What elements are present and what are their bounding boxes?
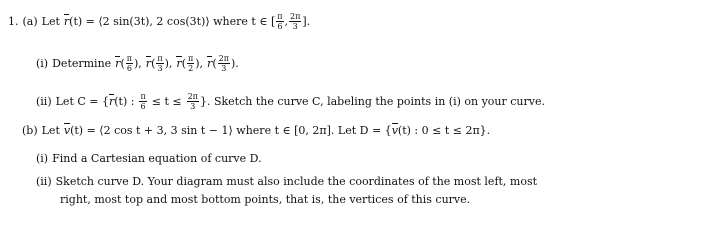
- set-c-inequality: ≤ t ≤: [151, 94, 182, 108]
- vector-r: r: [63, 14, 70, 28]
- v-definition: (t) = ⟨2 cos t + 3, 3 sin t − 1⟩ where t ∈ [0, 2π]. Let D = {: [70, 124, 392, 137]
- fraction-pi-over-3: $\frac{\pi}{3}$: [157, 54, 163, 73]
- part-a-i-text: Determine: [52, 56, 112, 70]
- part-b-ii-label: (ii): [36, 175, 52, 188]
- part-b-ii-text-1: Sketch curve D. Your diagram must also include the coordinates of the most left, most: [55, 175, 538, 188]
- fraction-pi-over-6: $\frac{\pi}{6}$: [126, 54, 132, 73]
- part-a-ii-label: (ii): [36, 94, 52, 108]
- part-a-label: (a): [22, 14, 38, 28]
- fraction-2pi-over-3: $\frac{2\pi}{3}$: [290, 12, 301, 31]
- vector-r: r: [145, 56, 152, 70]
- fraction-2pi-over-3: $\frac{2\pi}{3}$: [218, 54, 229, 73]
- vector-r: r: [115, 56, 121, 70]
- fraction-pi-over-2: $\frac{\pi}{2}$: [187, 54, 194, 73]
- part-b-label: (b): [22, 124, 38, 137]
- let-word: Let: [41, 124, 60, 137]
- let-word: Let: [41, 14, 60, 28]
- question-number: 1.: [8, 14, 19, 28]
- part-a-i-label: (i): [36, 56, 49, 70]
- set-c-open: Let C = {: [55, 94, 109, 108]
- vector-v: v: [63, 124, 71, 137]
- fraction-2pi-over-3: $\frac{2\pi}{3}$: [187, 92, 198, 111]
- part-b-ii-continued: [60, 193, 470, 207]
- set-c-mid: (t) :: [114, 94, 135, 108]
- fraction-pi-over-6: $\frac{\pi}{6}$: [277, 12, 283, 31]
- part-b-i-label: (i): [36, 152, 49, 165]
- part-b-i: [36, 152, 262, 166]
- vector-r: r: [108, 94, 115, 108]
- vector-r: r: [176, 56, 182, 70]
- vector-r: r: [207, 56, 213, 70]
- part-b-i-text: Find a Cartesian equation of curve D.: [52, 152, 262, 165]
- set-c-close: }. Sketch the curve C, labeling the points in (i) on your curve.: [199, 94, 545, 108]
- part-a-definition: 1. (a) Let r (t) = ⟨2 sin(3t), 2 cos(3t)⟩ where t ∈ [ $\frac{\pi}{6}$ , $\frac{2\pi}{3}$ ].: [8, 12, 311, 31]
- part-b-ii: [36, 175, 537, 189]
- r-definition: (t) = ⟨2 sin(3t), 2 cos(3t)⟩ where t ∈ [: [69, 14, 276, 28]
- part-b-ii-text-2: right, most top and most bottom points, that is, the vertices of this curve.: [60, 193, 471, 206]
- set-d-close: (t) : 0 ≤ t ≤ 2π}.: [397, 124, 491, 137]
- part-a-i: (i) Determine r ( $\frac{\pi}{6}$ ), r ( $\frac{\pi}{3}$ ), r ( $\frac{\pi}{2}$ ), r ( $\frac{2\pi}{3}$ ).: [36, 54, 239, 73]
- r-definition-close: ].: [302, 14, 311, 28]
- fraction-pi-over-6: $\frac{\pi}{6}$: [140, 92, 146, 111]
- vector-v: v: [391, 124, 398, 137]
- part-b-definition: [22, 124, 490, 138]
- part-a-ii: [36, 92, 545, 111]
